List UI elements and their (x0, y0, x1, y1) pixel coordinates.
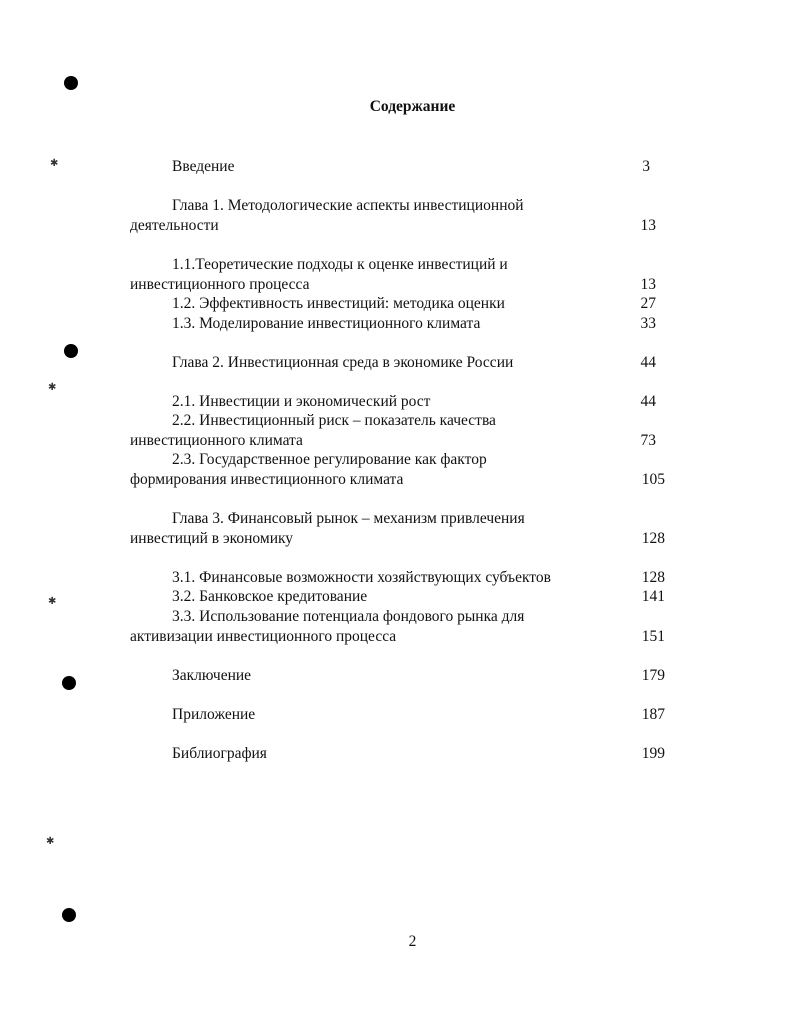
toc-entry-section-1-2: 1.2. Эффективность инвестиций: методика оценки (172, 295, 505, 312)
toc-entry-section-2-2: 2.2. Инвестиционный риск – показатель качества инвестиционного климата (130, 412, 496, 449)
binder-hole (62, 908, 76, 922)
toc-page-number: 3 (642, 158, 650, 175)
toc-entry-appendix: Приложение (172, 706, 256, 723)
toc-entry-intro: Введение (172, 158, 235, 175)
toc-entry-section-2-3: 2.3. Государственное регулирование как фактор формирования инвестиционного климата (130, 451, 487, 488)
toc-page-number: 44 (640, 354, 656, 371)
page-title: Содержание (369, 98, 456, 115)
scan-speck: ✱ (46, 836, 55, 847)
toc-entry-section-2-1: 2.1. Инвестиции и экономический рост (172, 393, 431, 410)
toc-page-number: 151 (641, 628, 665, 645)
toc-entry-chapter-3: Глава 3. Финансовый рынок – механизм привлечения инвестиций в экономику (130, 510, 525, 547)
toc-entry-section-3-3: 3.3. Использование потенциала фондового рынка для активизации инвестиционного процесса (130, 608, 525, 645)
toc-page-number: 179 (641, 667, 665, 684)
scan-speck: ✱ (48, 382, 57, 393)
toc-page-number: 105 (641, 471, 665, 488)
toc-page-number: 199 (641, 745, 665, 762)
toc-entry-section-3-2: 3.2. Банковское кредитование (172, 588, 368, 605)
toc-entry-conclusion: Заключение (172, 667, 252, 684)
toc-entry-chapter-1: Глава 1. Методологические аспекты инвестиционной деятельности (130, 197, 524, 234)
binder-hole (64, 76, 78, 90)
toc-page-number: 13 (640, 217, 656, 234)
toc-entry-section-1-3: 1.3. Моделирование инвестиционного климата (172, 315, 481, 332)
page-number: 2 (408, 933, 417, 950)
toc-page-number: 33 (640, 315, 656, 332)
toc-entry-section-3-1: 3.1. Финансовые возможности хозяйствующих субъектов (172, 569, 551, 586)
toc-page-number: 73 (640, 432, 656, 449)
toc-page-number: 44 (640, 393, 656, 410)
toc-page-number: 13 (640, 276, 656, 293)
toc-page-number: 128 (641, 530, 665, 547)
toc-entry-section-1-1: 1.1.Теоретические подходы к оценке инвестиций и инвестиционного процесса (130, 256, 508, 293)
toc-entry-bibliography: Библиография (172, 745, 267, 762)
scan-speck: ✱ (50, 158, 59, 169)
toc-entry-chapter-2: Глава 2. Инвестиционная среда в экономике России (172, 354, 514, 371)
toc-page-number: 141 (641, 588, 665, 605)
binder-hole (62, 676, 76, 690)
toc-page-number: 128 (641, 569, 665, 586)
toc-page-number: 27 (640, 295, 656, 312)
binder-hole (64, 344, 78, 358)
scan-speck: ✱ (48, 596, 57, 607)
toc-page-number: 187 (641, 706, 665, 723)
